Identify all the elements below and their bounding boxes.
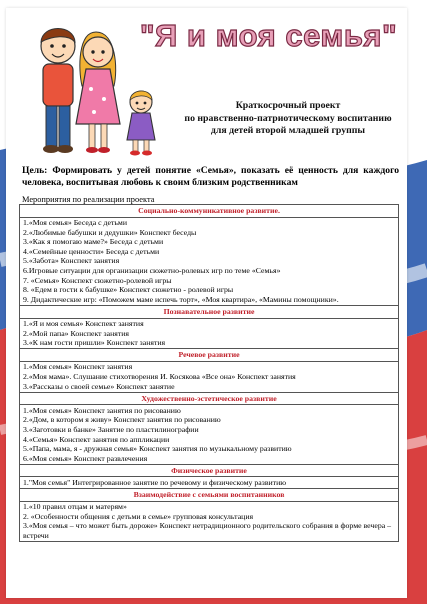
subtitle-line-2: по нравственно-патриотическому воспитанию bbox=[184, 112, 392, 124]
list-item: 4.«Семейные ценности» Беседа с детьми bbox=[23, 246, 160, 256]
list-item: 2.«Моя мама». Слушание стихотворения И. Косякова «Все она» Конспект занятия bbox=[23, 372, 296, 381]
section-items-family bbox=[20, 501, 399, 541]
list-item: 3.«Рассказы о своей семье» Конспект занятие bbox=[23, 381, 175, 391]
list-item: 4.«Семья» Конспект занятия по аппликации bbox=[23, 434, 170, 444]
list-item: 2. «Особенности общения с детьми в семье» групповая консультация bbox=[23, 511, 254, 521]
list-item: 9. Дидактические игр: «Поможем маме испечь торт», «Моя квартира», «Мамины помощники». bbox=[23, 294, 339, 304]
list-item: 1.«10 правил отцам и матерям» bbox=[23, 502, 127, 512]
list-item: 3.«Заготовки в банке» Занятие по пластилинографии bbox=[23, 424, 199, 434]
list-item: 2.«Любимые бабушки и дедушки» Конспект беседы bbox=[23, 227, 197, 237]
measures-heading: Мероприятия по реализации проекта bbox=[22, 195, 155, 204]
section-items-speech bbox=[20, 361, 399, 392]
list-item: 3.«К нам гости пришли» Конспект занятия bbox=[23, 338, 166, 348]
activities-table bbox=[19, 204, 399, 542]
dad-figure bbox=[41, 29, 75, 154]
list-item: 3.«Моя семья – что может быть дороже» Конспект нетрадиционного родительского собрания в форме вечера – встречи bbox=[23, 521, 392, 540]
section-heading-physical: Физическое развитие bbox=[20, 464, 399, 477]
list-item: 6.«Моя семья» Конспект развлечения bbox=[23, 453, 148, 463]
list-item: 5.«Папа, мама, я - дружная семья» Конспект занятия по музыкальному развитию bbox=[23, 444, 292, 454]
section-items-social bbox=[20, 217, 399, 305]
list-item: 5.«Забота» Конспект занятия bbox=[23, 256, 120, 266]
list-item: 1."Моя семья" Интегрированное занятие по речевому и физическому развитию bbox=[23, 477, 287, 487]
list-item: 3.«Как я помогаю маме?» Беседа с детьми bbox=[23, 237, 164, 247]
section-items-art bbox=[20, 405, 399, 465]
list-item: 1.«Моя семья» Конспект занятия bbox=[23, 362, 133, 372]
section-items-cognitive bbox=[20, 318, 399, 349]
section-heading-social: Социально-коммуникативное развитие. bbox=[20, 205, 399, 218]
project-goal: Цель: Формировать у детей понятие «Семья», показать её ценность для каждого человека, воспитывая любовь к своим близким родственникам bbox=[22, 165, 399, 188]
list-item: 1.«Моя семья» Конспект занятия по рисованию bbox=[23, 405, 181, 415]
section-heading-family: Взаимодействие с семьями воспитанников bbox=[20, 489, 399, 502]
section-heading-speech: Речевое развитие bbox=[20, 349, 399, 362]
subtitle-line-3: для детей второй младшей группы bbox=[210, 125, 366, 136]
section-items-physical bbox=[20, 477, 399, 489]
list-item: 1.«Моя семья» Беседа с детьми bbox=[23, 218, 128, 228]
list-item: 2.«Мой папа» Конспект занятия bbox=[23, 328, 129, 338]
list-item: 6.Игровые ситуации для организации сюжетно-ролевых игр по теме «Семья» bbox=[23, 266, 281, 276]
list-item: 2.«Дом, в котором я живу» Конспект занятия по рисованию bbox=[23, 415, 221, 425]
poster-title: "Я и моя семья" bbox=[139, 18, 398, 53]
list-item: 7. «Семья» Конспект сюжетно-ролевой игры bbox=[23, 275, 172, 285]
list-item: 1.«Я и моя семья» Конспект занятия bbox=[23, 319, 144, 329]
list-item: 8. «Едем в гости к бабушке» Конспект сюжетно - ролевой игры bbox=[23, 285, 234, 295]
section-heading-art: Художественно-эстетическое развитие bbox=[20, 392, 399, 405]
child-figure bbox=[127, 91, 155, 156]
subtitle-line-1: Краткосрочный проект bbox=[235, 100, 341, 111]
project-subtitle bbox=[172, 100, 404, 138]
mom-figure bbox=[76, 32, 120, 153]
section-heading-cognitive: Познавательное развитие bbox=[20, 305, 399, 318]
